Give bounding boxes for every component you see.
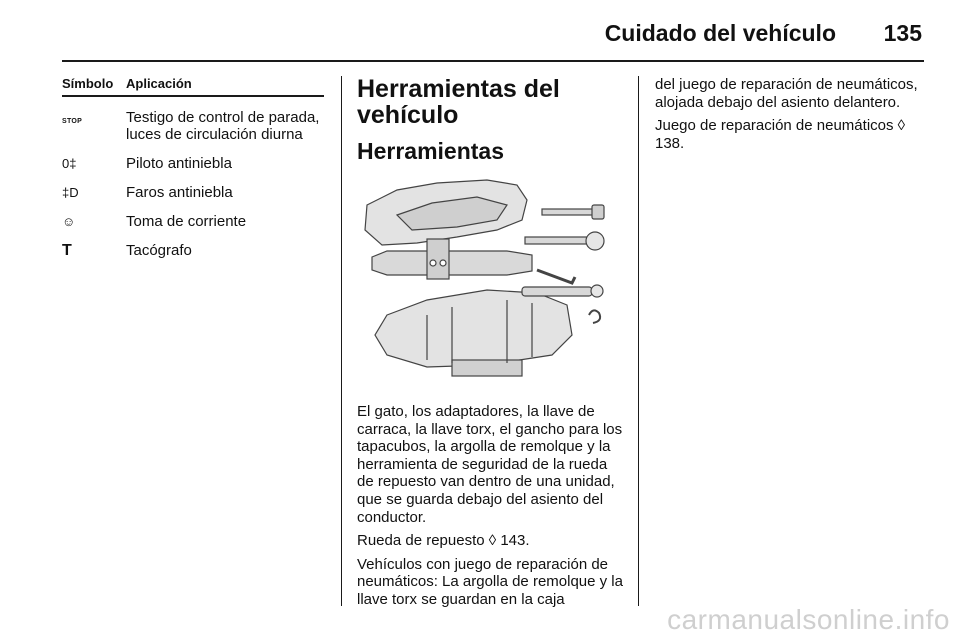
table-row [62,155,324,172]
rear-fog-light-icon: 0‡ [62,156,77,171]
jack-bolt-shape [430,260,436,266]
tool-kit-drawing [357,175,623,389]
page-number: 135 [883,20,922,46]
paragraph: del juego de reparación de neumáticos, alojada debajo del asiento delantero. [655,76,918,111]
section-subheading: Herramientas [357,138,505,164]
section-body [357,403,625,609]
table-row [62,242,324,259]
col-symbol-header: Símbolo [62,76,114,91]
front-fog-light-icon: ‡D [62,185,79,200]
page-header [62,14,924,62]
jack-plate-shape [427,239,449,279]
watermark-text: carmanualsonline.info [667,604,950,635]
jack-body-shape [372,251,532,275]
column-divider [341,76,342,606]
table-header [62,76,324,97]
towing-eye-ring-shape [586,232,604,250]
table-row [62,213,324,230]
stop-lamp-icon: STOP [62,118,83,125]
section-heading: Herramientas del vehículo [357,75,560,129]
tray-handle-shape [452,360,522,376]
torx-wrench-shape [542,209,600,215]
table-row [62,109,324,143]
symbol-table [62,76,324,259]
row-application: Testigo de control de parada, luces de circulación diurna [126,109,320,143]
row-application: Piloto antiniebla [126,155,232,172]
row-application: Toma de corriente [126,213,247,230]
wheel-lock-tool-shape [589,310,600,323]
paragraph: Rueda de repuesto ◊ 143. [357,532,530,550]
paragraph: Vehículos con juego de reparación de neumáticos: La argolla de remolque y la llave torx se guardan en la caja [357,555,623,608]
paragraph: El gato, los adaptadores, la llave de carraca, la llave torx, el gancho para los tapacubos, la argolla de remolque y la herramienta de seguridad de la rueda de repuesto van dentro de una unidad, que se guarda debajo del asiento del conductor. [357,403,623,526]
towing-eye-shaft-shape [525,237,587,244]
tool-kit-illustration [357,175,623,389]
hubcap-hook-shape [522,287,592,296]
power-outlet-icon: ☺ [62,214,76,229]
tachograph-icon: T [62,242,72,259]
torx-head-shape [592,205,604,219]
continued-text [655,76,920,152]
jack-bolt-shape [440,260,446,266]
col-application-header: Aplicación [126,76,192,91]
hex-key-shape [537,270,575,283]
hook-end-shape [591,285,603,297]
row-application: Tacógrafo [126,242,192,259]
row-application: Faros antiniebla [126,184,233,201]
tools-section [357,76,625,609]
page-title: Cuidado del vehículo [604,20,836,46]
column-divider [638,76,639,606]
lower-tray-shape [375,290,572,367]
table-row [62,184,324,201]
paragraph: Juego de reparación de neumáticos ◊ 138. [655,117,906,152]
